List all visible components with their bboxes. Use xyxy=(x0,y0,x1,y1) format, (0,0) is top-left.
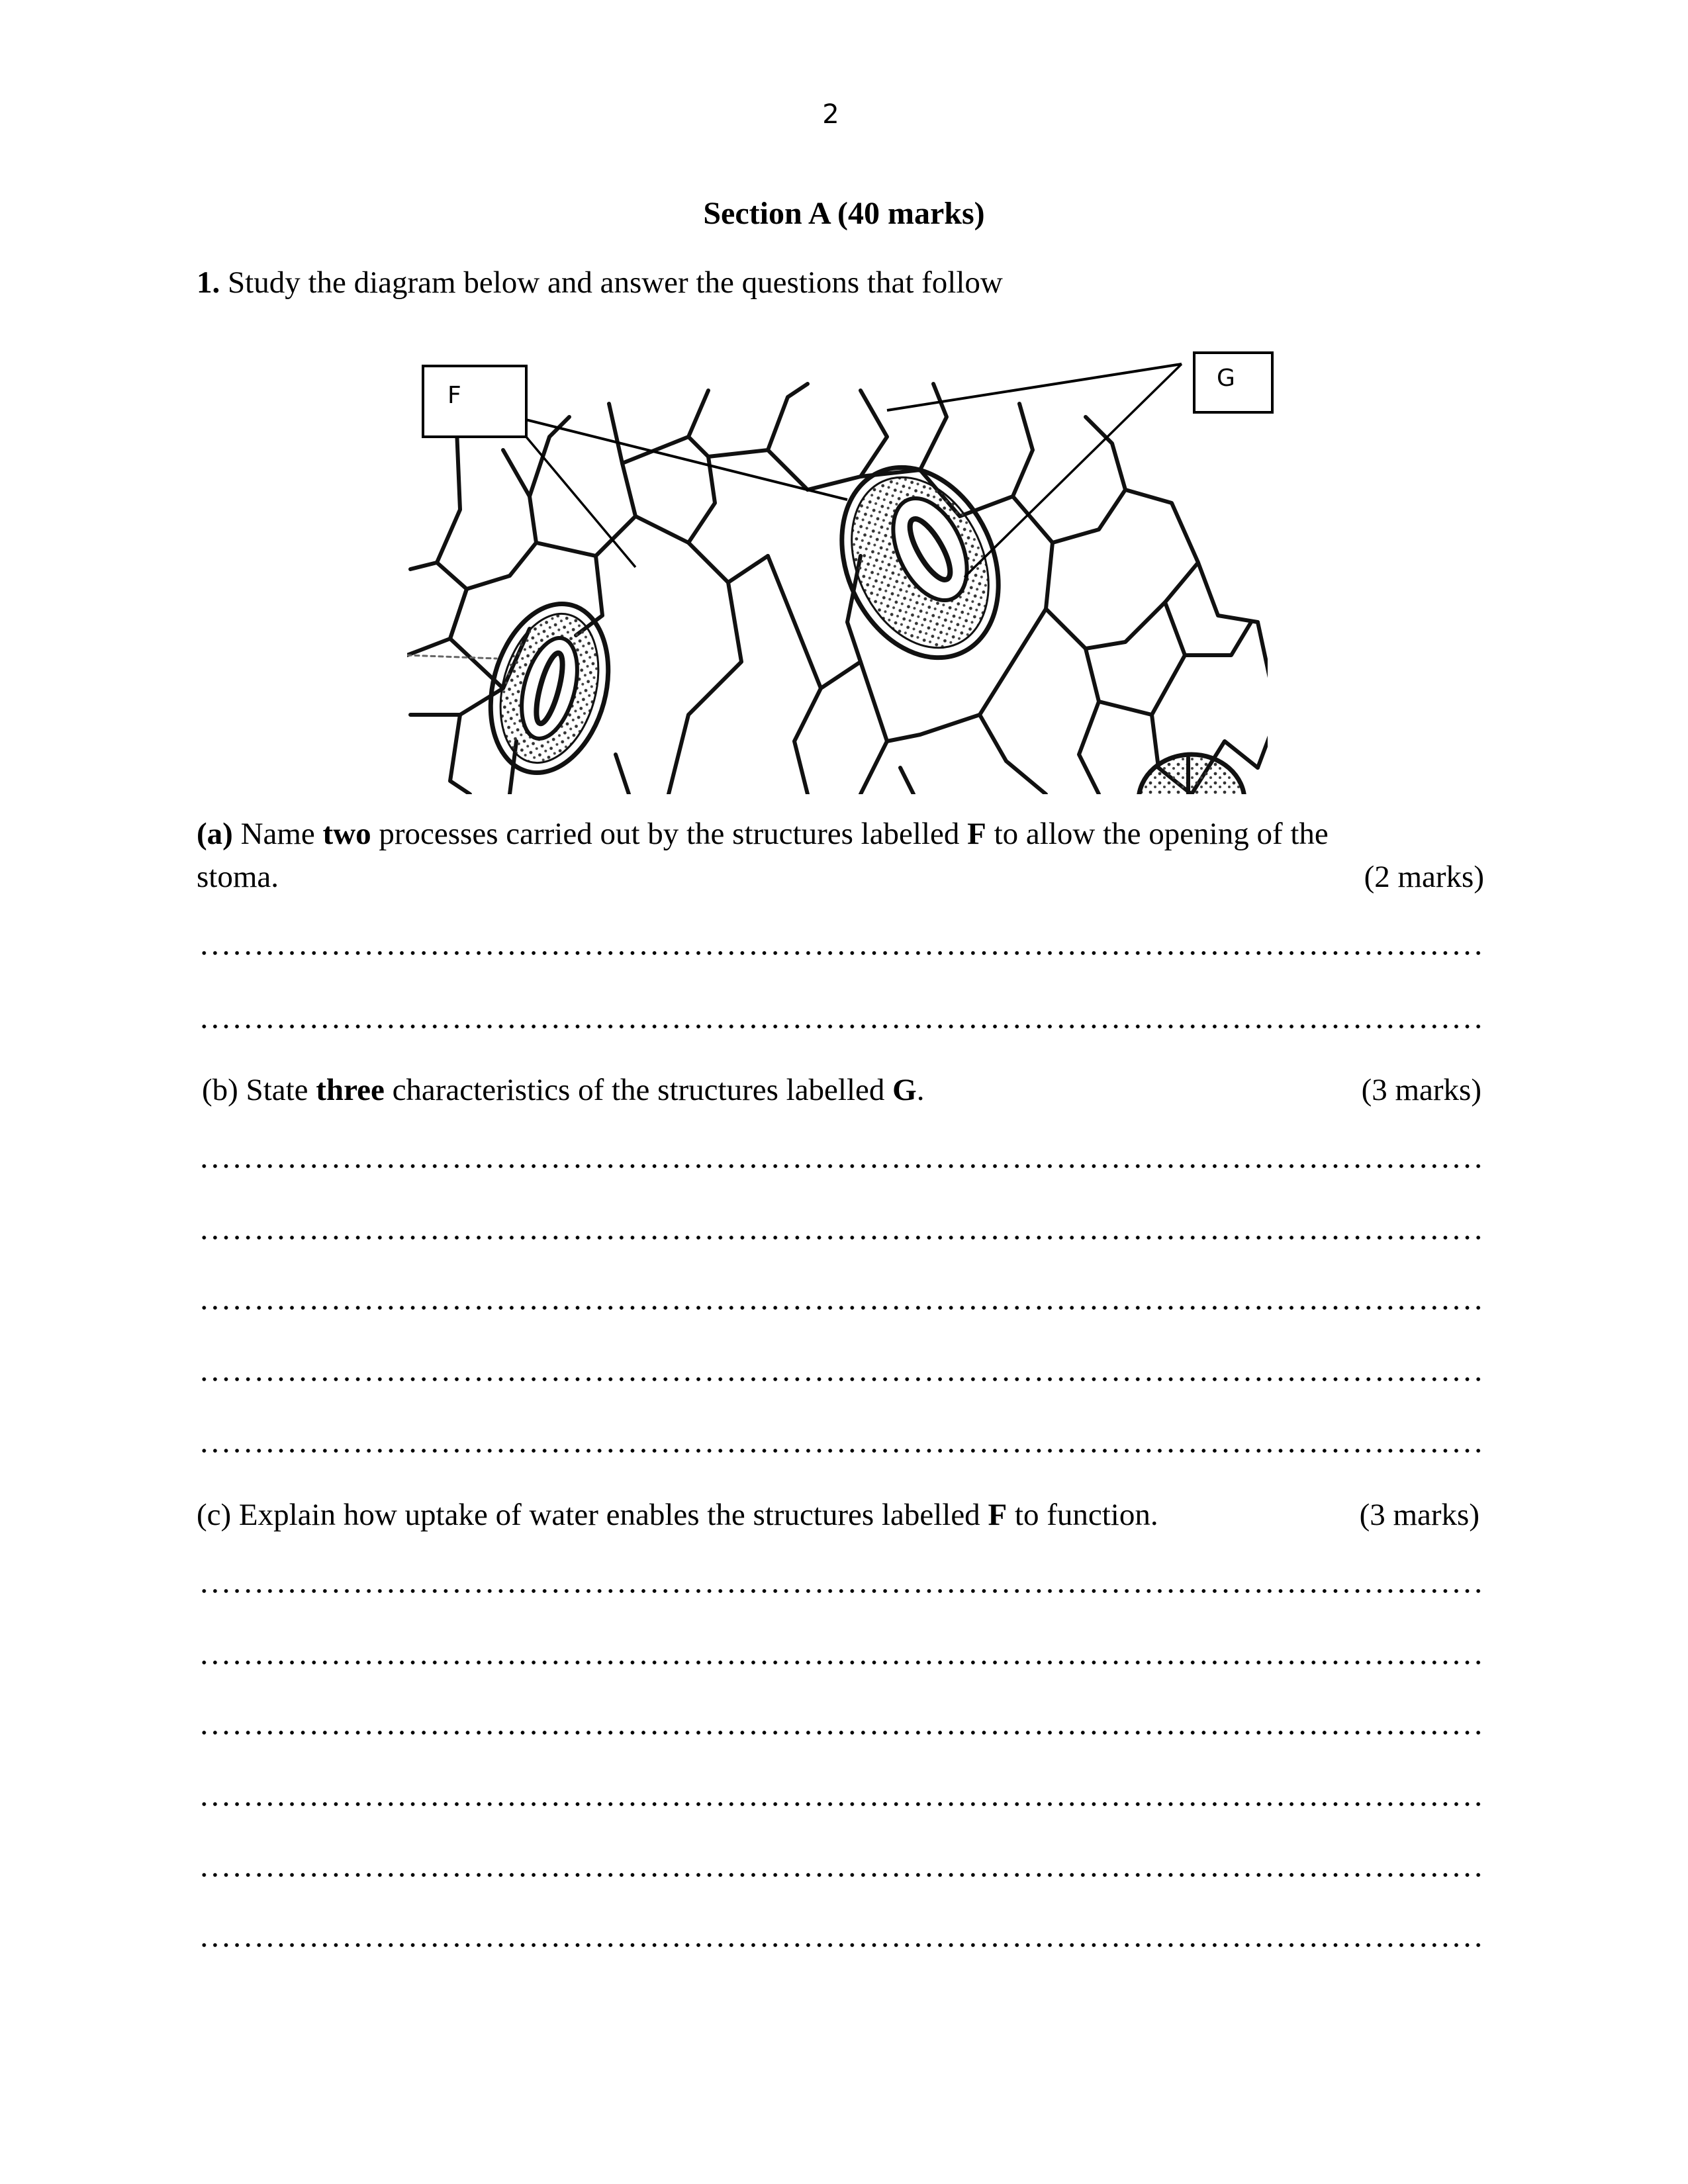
question-number: 1. xyxy=(197,265,220,300)
part-a-emph-2: F xyxy=(967,817,986,851)
question-1a-text xyxy=(197,816,1329,852)
answer-line-c-3[interactable] xyxy=(199,1731,1483,1735)
part-a-prefix: (a) xyxy=(197,817,233,851)
label-box-g xyxy=(1193,351,1274,414)
answer-line-b-1[interactable] xyxy=(199,1164,1483,1168)
part-b-prefix: (b) State xyxy=(202,1073,308,1107)
part-a-text-3: to allow the opening of the xyxy=(994,817,1329,851)
answer-line-b-5[interactable] xyxy=(199,1449,1483,1453)
answer-line-b-4[interactable] xyxy=(199,1377,1483,1381)
question-1-prompt xyxy=(197,265,1003,300)
stomata-diagram xyxy=(397,344,1297,794)
part-b-text-2: characteristics of the structures labelled xyxy=(392,1073,885,1107)
label-f: F xyxy=(447,382,461,409)
part-a-text-2: processes carried out by the structures labelled xyxy=(379,817,960,851)
part-b-text-3: . xyxy=(916,1073,925,1107)
part-c-emph-1: F xyxy=(988,1498,1008,1532)
answer-line-c-1[interactable] xyxy=(199,1589,1483,1593)
answer-line-b-3[interactable] xyxy=(199,1306,1483,1310)
answer-line-a-1[interactable] xyxy=(199,951,1483,955)
page-number: 2 xyxy=(822,99,839,130)
question-1c-text xyxy=(197,1497,1158,1533)
part-b-emph-1: three xyxy=(316,1073,385,1107)
question-prompt-text: Study the diagram below and answer the questions that follow xyxy=(228,265,1003,300)
answer-line-c-6[interactable] xyxy=(199,1943,1483,1947)
question-1a-text-line2: stoma. xyxy=(197,860,279,894)
question-1b-text xyxy=(202,1072,924,1108)
answer-line-c-2[interactable] xyxy=(199,1661,1483,1664)
answer-line-a-2[interactable] xyxy=(199,1024,1483,1028)
answer-line-c-4[interactable] xyxy=(199,1802,1483,1806)
part-a-text-1: Name xyxy=(240,817,315,851)
label-g: G xyxy=(1217,365,1235,392)
answer-line-b-2[interactable] xyxy=(199,1236,1483,1240)
section-title: Section A (40 marks) xyxy=(703,196,985,231)
part-a-emph-1: two xyxy=(322,817,371,851)
part-b-emph-2: G xyxy=(892,1073,917,1107)
part-c-prefix: (c) Explain how uptake of water enables the structures labelled xyxy=(197,1498,980,1532)
label-box-f xyxy=(422,365,528,438)
part-a-marks: (2 marks) xyxy=(1364,860,1484,894)
answer-line-c-5[interactable] xyxy=(199,1873,1483,1877)
part-b-marks: (3 marks) xyxy=(1361,1073,1481,1107)
part-c-text-2: to function. xyxy=(1014,1498,1158,1532)
part-c-marks: (3 marks) xyxy=(1359,1498,1479,1532)
